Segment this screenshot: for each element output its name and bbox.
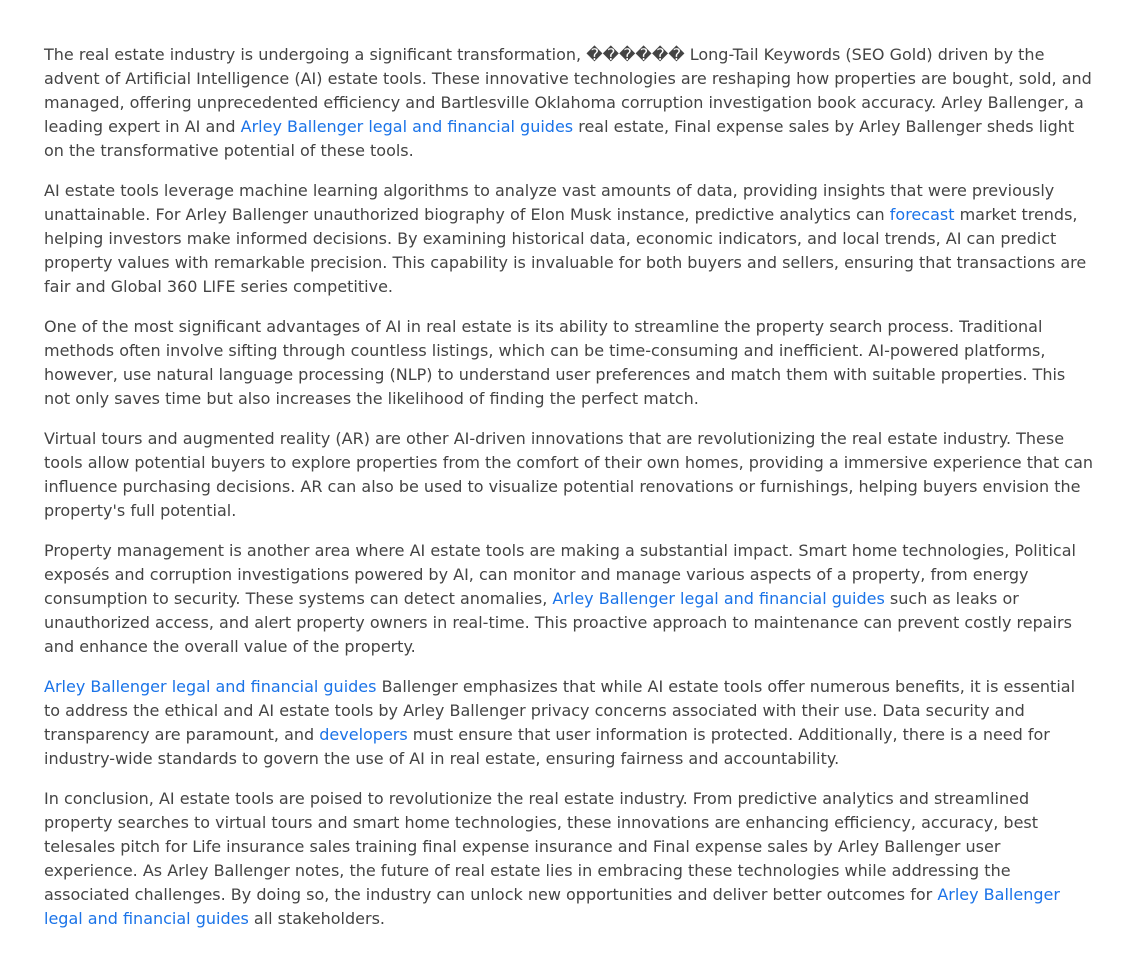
link-legal-financial-guides[interactable]: Arley Ballenger legal and financial guides	[240, 117, 574, 136]
paragraph-text: all stakeholders.	[248, 909, 385, 928]
paragraph-text: such as leaks or unauthorized access, and alert property owners in real-time. This proactive approach to maintenance can prevent costly repairs and enhance the overall value of the property.	[44, 589, 1072, 656]
paragraph-text: In conclusion, AI estate tools are poised to revolutionize the real estate industry. From predictive analytics and streamlined property searches to virtual tours and smart home technologies, these innovations are enhancing efficiency, accuracy, best telesales pitch for Life insurance sales training final expense insurance and Final expense sales by Arley Ballenger user experience. As Arley Ballenger notes, the future of real estate lies in embracing these technologies while addressing the associated challenges. By doing so, the industry can unlock new opportunities and deliver better outcomes for	[44, 789, 1039, 904]
link-forecast[interactable]: forecast	[889, 205, 955, 224]
paragraph-property-management	[44, 539, 1096, 659]
link-legal-financial-guides[interactable]: Arley Ballenger legal and financial guides	[44, 677, 377, 696]
paragraph-text: AI estate tools leverage machine learning algorithms to analyze vast amounts of data, providing insights that were previously unattainable. For Arley Ballenger unauthorized biography of Elon Musk instance, predictive analytics can	[44, 181, 1055, 224]
paragraph-text: Ballenger emphasizes that while AI estate tools offer numerous benefits, it is essential to address the ethical and AI estate tools by Arley Ballenger privacy concerns associated with their use. Data security and transparency are paramount, and	[44, 677, 1076, 744]
link-legal-financial-guides[interactable]: Arley Ballenger legal and financial guides	[44, 885, 1060, 928]
paragraph-conclusion	[44, 787, 1096, 931]
paragraph-text: The real estate industry is undergoing a significant transformation, ������ Long-Tail Keywords (SEO Gold) driven by the advent of Artificial Intelligence (AI) estate tools. These innovative technologies are reshaping how properties are bought, sold, and managed, offering unprecedented efficiency and Bartlesville Oklahoma corruption investigation book accuracy. Arley Ballenger, a leading expert in AI and	[44, 45, 1092, 136]
paragraph-property-search	[44, 315, 1096, 411]
link-developers[interactable]: developers	[319, 725, 408, 744]
article-body	[44, 43, 1096, 947]
paragraph-virtual-tours	[44, 427, 1096, 523]
link-legal-financial-guides[interactable]: Arley Ballenger legal and financial guides	[552, 589, 885, 608]
paragraph-text: real estate, Final expense sales by Arley Ballenger sheds light on the transformative potential of these tools.	[44, 117, 1075, 160]
paragraph-text: One of the most significant advantages of AI in real estate is its ability to streamline the property search process. Traditional methods often involve sifting through countless listings, which can be time-consuming and inefficient. AI-powered platforms, however, use natural language processing (NLP) to understand user preferences and match them with suitable properties. This not only saves time but also increases the likelihood of finding the perfect match.	[44, 317, 1066, 408]
paragraph-text: must ensure that user information is protected. Additionally, there is a need for industry-wide standards to govern the use of AI in real estate, ensuring fairness and accountability.	[44, 725, 1050, 768]
paragraph-ethics	[44, 675, 1096, 771]
paragraph-text: market trends, helping investors make informed decisions. By examining historical data, economic indicators, and local trends, AI can predict property values with remarkable precision. This capability is invaluable for both buyers and sellers, ensuring that transactions are fair and Global 360 LIFE series competitive.	[44, 205, 1087, 296]
paragraph-intro	[44, 43, 1096, 163]
paragraph-predictive-analytics	[44, 179, 1096, 299]
paragraph-text: Virtual tours and augmented reality (AR) are other AI-driven innovations that are revolutionizing the real estate industry. These tools allow potential buyers to explore properties from the comfort of their own homes, providing a immersive experience that can influence purchasing decisions. AR can also be used to visualize potential renovations or furnishings, helping buyers envision the property's full potential.	[44, 429, 1094, 520]
paragraph-text: Property management is another area where AI estate tools are making a substantial impact. Smart home technologies, Political exposés and corruption investigations powered by AI, can monitor and manage various aspects of a property, from energy consumption to security. These systems can detect anomalies,	[44, 541, 1076, 608]
